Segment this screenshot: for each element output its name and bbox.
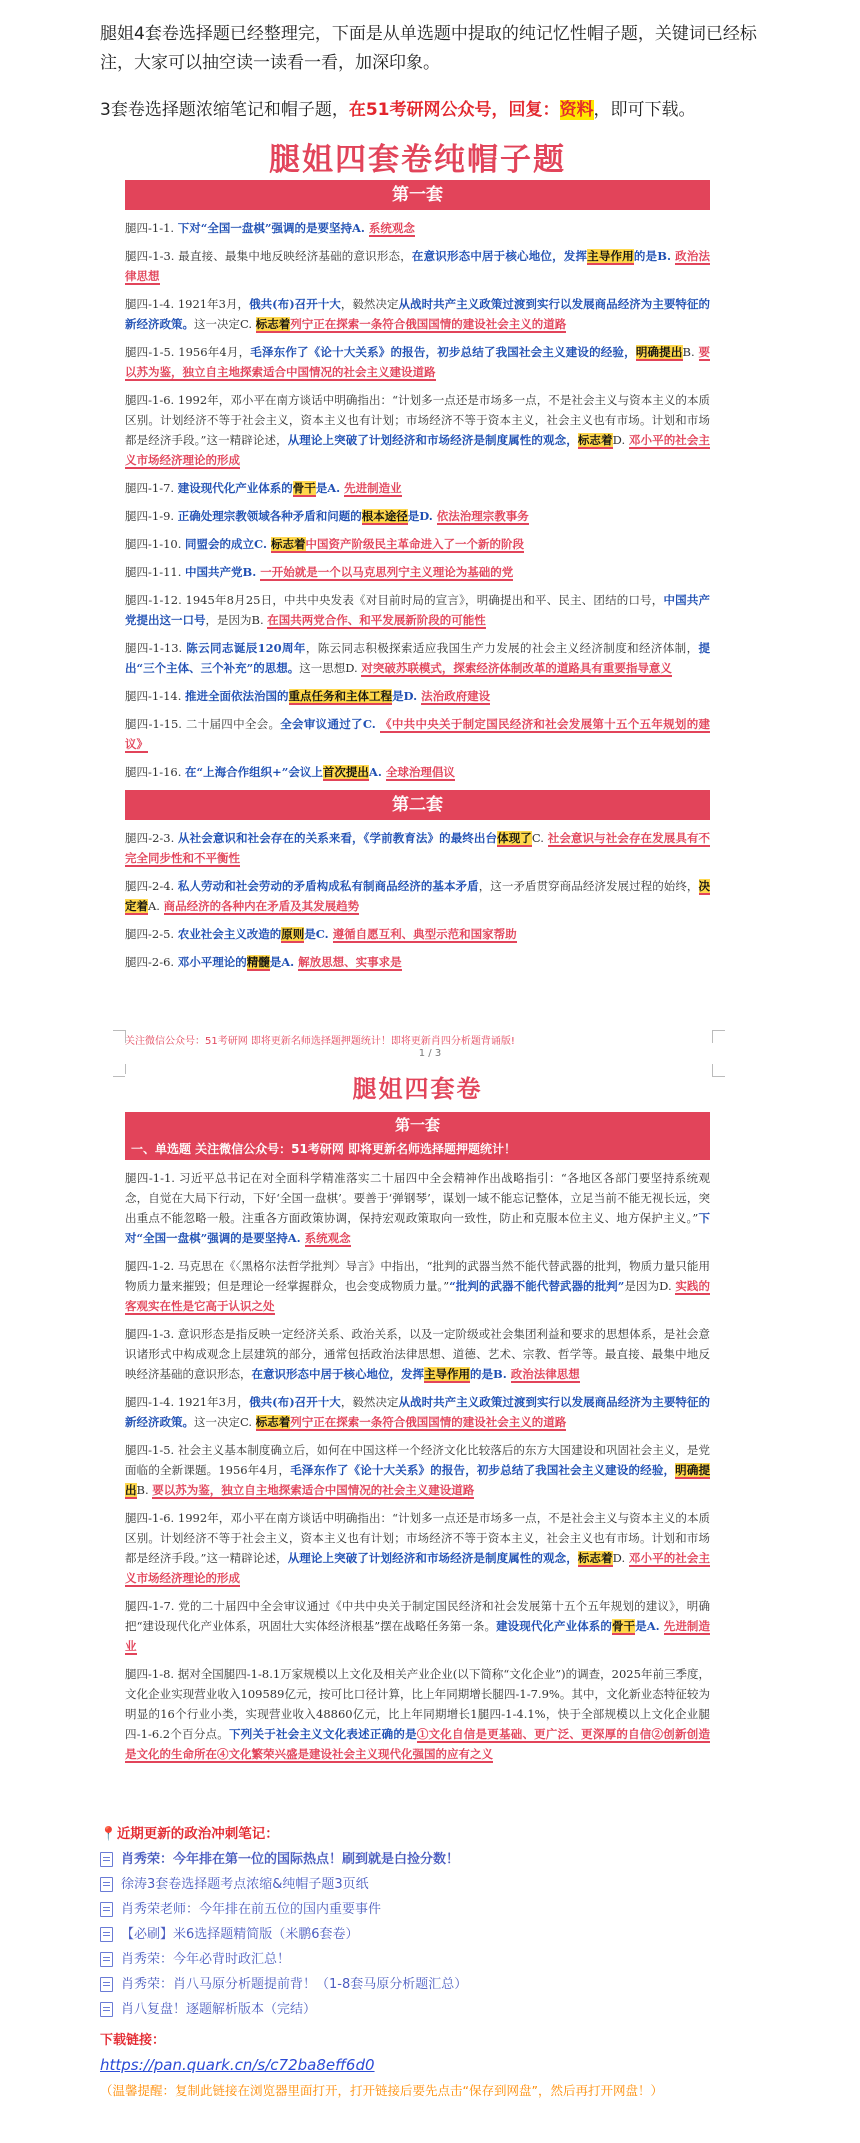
page2-item [125, 1596, 710, 1656]
keyword-blue: 从理论上突破了计划经济和市场经济是制度属性的观念， [287, 1551, 578, 1565]
question-text: 腿四-2-3. [125, 831, 179, 845]
keyword-blue: 推进全面依法治国的 [185, 689, 289, 703]
key-term-highlight: 决定着 [125, 879, 710, 913]
intro-text-a: 3套卷选择题浓缩笔记和帽子题， [100, 100, 349, 120]
keyword-blue: 是A. [269, 955, 299, 969]
page-footer: 关注微信公众号：51考研网 即将更新名师选择题押题统计！即将更新肖四分析题背诵版! [125, 1036, 515, 1047]
set1-item [125, 638, 710, 678]
set1-item [125, 562, 710, 582]
set2-item [125, 828, 710, 868]
answer-red: 邓小平的社会主义市场经济理论的形成 [125, 1551, 710, 1585]
page2-item [125, 1168, 710, 1248]
answer-red: 《中共中央关于制定国民经济和社会发展第十五个五年规划的建议》 [125, 717, 710, 751]
answer-red: 全球治理倡议 [385, 765, 455, 779]
page2-item [125, 1324, 710, 1384]
answer-red: ①文化自信是更基础、更广泛、更深厚的自信②创新创造是文化的生命所在④文化繁荣兴盛是建设社会主义现代化强国的应有之义 [125, 1727, 710, 1761]
answer-red: 系统观念 [368, 221, 415, 235]
question-text: 腿四-1-3. 意识形态是指反映一定经济关系、政治关系，以及一定阶级或社会集团利益和要求的思想体系，是社会意识诸形式中构成观念上层建筑的部分，通常包括政治法律思想、道德、艺术、宗教、哲学等。最直接、最集中地反映经济基础的意识形态， [125, 1327, 710, 1381]
answer-red: 中国资产阶级民主革命进入了一个新的阶段 [305, 537, 525, 551]
keyword-blue: 是D. [407, 509, 437, 523]
page2-item [125, 1508, 710, 1588]
question-text: 腿四-1-13. [125, 641, 187, 655]
keyword-blue: 中国共产党B. [185, 565, 261, 579]
keyword-blue: “批判的武器不能代替武器的批判” [449, 1279, 625, 1293]
keyword-blue: 下列关于社会主义文化表述正确的是 [229, 1727, 417, 1741]
answer-red: 先进制造业 [344, 481, 402, 495]
intro-reply: ，回复： [491, 100, 560, 120]
note-link[interactable] [100, 1947, 800, 1972]
section-band-set2: 第二套 [125, 790, 710, 820]
page2-item [125, 1392, 710, 1432]
page2-item [125, 1440, 710, 1500]
keyword-blue: 的是B. [470, 1367, 511, 1381]
key-term-highlight: 标志着 [255, 317, 291, 331]
document-icon [100, 1977, 113, 1992]
note-link-label: 徐涛3套卷选择题考点浓缩&纯帽子题3页纸 [121, 1877, 369, 1892]
note-link[interactable] [100, 1897, 800, 1922]
set1-item [125, 218, 710, 238]
intro-download-paragraph [100, 96, 780, 125]
document-icon [100, 1902, 113, 1917]
keyword-blue: 在意识形态中居于核心地位，发挥 [251, 1367, 424, 1381]
key-term-highlight: 首次提出 [322, 765, 369, 779]
key-term-highlight: 骨干 [292, 481, 316, 495]
keyword-blue: A. [368, 765, 386, 779]
answer-red: 法治政府建设 [421, 689, 491, 703]
keyword-blue: 俄共(布)召开十大 [249, 297, 341, 311]
set1-item [125, 478, 710, 498]
page-title: 腿姐四套卷纯帽子题 [269, 142, 566, 178]
key-term-highlight: 标志着 [577, 433, 613, 447]
intro-keyword: 资料 [559, 100, 594, 120]
question-list-set2 [125, 828, 710, 972]
answer-red: 列宁正在探索一条符合俄国国情的建设社会主义的道路 [290, 1415, 567, 1429]
set1-item [125, 534, 710, 554]
note-link[interactable] [100, 1872, 800, 1897]
keyword-blue: 是A. [315, 481, 345, 495]
question-text: ，这一矛盾贯穿商品经济发展过程的始终， [478, 879, 699, 893]
answer-red: 对突破苏联模式，探索经济体制改革的道路具有重要指导意义 [361, 661, 672, 675]
question-text: 腿四-1-3. 最直接、最集中地反映经济基础的意识形态， [125, 249, 412, 263]
set1-item [125, 342, 710, 382]
question-text: 腿四-1-1. 习近平总书记在对全面科学精准落实二十届四中全会精神作出战略指引：“各地区各部门要坚持系统观念，自觉在大局下行动，下好‘全国一盘棋’。要善于‘弹钢琴’，谋划一域不能忘记整体，立足当前不能无视长远，突出重点不能忽略一般。注重各方面政策协调，保持宏观政策取向一致性，防止和克服本位主义、地方保护主义。” [125, 1171, 710, 1225]
answer-red: 要以苏为鉴，独立自主地探索适合中国情况的社会主义建设道路 [152, 1483, 475, 1497]
download-tip: （温馨提醒：复制此链接在浏览器里面打开，打开链接后要先点击“保存到网盘”，然后再打开网盘！） [100, 2083, 663, 2098]
question-text: 腿四-1-8. 据对全国腿四-1-8.1万家规模以上文化及相关产业企业(以下简称“文化企业”)的调查，2025年前三季度，文化企业实现营业收入109589亿元，按可比口径计算，比上年同期增长腿四-1-7.9%。其中，文化新业态特征较为明显的16个行业小类，实现营业收入48860亿元，比上年同期增长1腿四-1-4.1%，快于全部规模以上文化企业腿四-1-6.2个百分点。 [125, 1667, 710, 1741]
intro-paragraph [100, 20, 780, 78]
question-text: D. [612, 433, 629, 447]
keyword-blue: 下对“全国一盘棋”强调的是要坚持A. [177, 221, 369, 235]
note-link-label: 肖秀荣：肖八马原分析题提前背！（1-8套马原分析题汇总） [121, 1977, 468, 1992]
keyword-blue: 俄共(布)召开十大 [249, 1395, 341, 1409]
answer-red: 政治法律思想 [510, 1367, 580, 1381]
answer-red: 先进制造业 [125, 1619, 710, 1653]
question-text: 腿四-1-6. 1992年，邓小平在南方谈话中明确指出：“计划多一点还是市场多一点，不是社会主义与资本主义的本质区别。计划经济不等于社会主义，资本主义也有计划；市场经济不等于资本主义，社会主义也有市场。计划和市场都是经济手段。”这一精辟论述， [125, 1511, 710, 1565]
question-text: 腿四-1-9. [125, 509, 178, 523]
keyword-blue: 从战时共产主义政策过渡到实行以发展商品经济为主要特征的新经济政策。 [125, 297, 710, 331]
keyword-blue: 从理论上突破了计划经济和市场经济是制度属性的观念， [287, 433, 578, 447]
note-link[interactable] [100, 1847, 800, 1872]
keyword-blue: 从战时共产主义政策过渡到实行以发展商品经济为主要特征的新经济政策。 [125, 1395, 710, 1429]
keyword-blue: 邓小平理论的 [177, 955, 247, 969]
question-list-page2 [125, 1168, 710, 1764]
crop-mark [712, 1064, 725, 1077]
note-link[interactable] [100, 1997, 800, 2022]
download-link[interactable]: https://pan.quark.cn/s/c72ba8eff6d0 [100, 2056, 375, 2074]
key-term-highlight: 骨干 [611, 1619, 636, 1633]
question-text: 腿四-1-1. [125, 221, 178, 235]
question-text: ，是因为B. [205, 613, 268, 627]
page2-item [125, 1664, 710, 1764]
keyword-blue: 下对“全国一盘棋”强调的是要坚持A. [125, 1211, 710, 1245]
section-band-set1: 第一套 [125, 180, 710, 210]
keyword-blue: 提出“三个主体、三个补充”的思想。 [125, 641, 710, 675]
question-list-set1 [125, 218, 710, 782]
question-text: 腿四-1-14. [125, 689, 186, 703]
document-icon [100, 1952, 113, 1967]
keyword-blue: 私人劳动和社会劳动的矛盾构成私有制商品经济的基本矛盾 [177, 879, 479, 893]
note-link-label: 肖秀荣老师：今年排在前五位的国内重要事件 [121, 1902, 382, 1917]
key-term-highlight: 根本途径 [361, 509, 408, 523]
question-text: D. [612, 1551, 629, 1565]
question-text: ，毅然决定 [340, 1395, 399, 1409]
page2-item [125, 1256, 710, 1316]
question-text: B. [136, 1483, 153, 1497]
answer-red: 一开始就是一个以马克思列宁主义理论为基础的党 [260, 565, 514, 579]
answer-red: 系统观念 [304, 1231, 351, 1245]
keyword-blue: 农业社会主义改造的 [177, 927, 282, 941]
document-icon [100, 1877, 113, 1892]
intro-text-e: ，即可下载。 [593, 100, 696, 120]
key-term-highlight: 体现了 [497, 831, 532, 845]
intro-text: 腿姐4套卷选择题已经整理完，下面是从单选题中提取的纯记忆性帽子题，关键词已经标注，大家可以抽空读一读看一看，加深印象。 [100, 24, 757, 73]
set1-item [125, 294, 710, 334]
key-term-highlight: 标志着 [577, 1551, 613, 1565]
question-text: 腿四-1-4. 1921年3月， [125, 297, 250, 311]
set1-item [125, 714, 710, 754]
key-term-highlight: 明确提出 [635, 345, 683, 359]
key-term-highlight: 精髓 [246, 955, 270, 969]
page-number: 1 / 3 [418, 1048, 442, 1059]
crop-mark [712, 1030, 725, 1043]
question-text: A. [148, 899, 164, 913]
note-link-label: 【必刷】米6选择题精简版（米鹏6套卷） [121, 1927, 359, 1942]
keyword-blue: 是D. [392, 689, 422, 703]
crop-mark [113, 1030, 126, 1043]
answer-red: 遵循自愿互利、典型示范和国家帮助 [332, 927, 517, 941]
note-link-label: 肖八复盘！逐题解析版本（完结） [121, 2002, 317, 2017]
set1-item [125, 246, 710, 286]
section-band-page2-set1: 第一套 [125, 1112, 710, 1138]
question-text: 腿四-1-7. 党的二十届四中全会审议通过《中共中央关于制定国民经济和社会发展第十五个五年规划的建议》，明确把“建设现代化产业体系，巩固壮大实体经济根基”摆在战略任务第一条。 [125, 1599, 710, 1633]
key-term-highlight: 标志着 [271, 537, 306, 551]
answer-red: 要以苏为鉴，独立自主地探索适合中国情况的社会主义建设道路 [125, 345, 710, 379]
document-page-2 [125, 1074, 710, 1804]
set1-item [125, 762, 710, 782]
keyword-blue: 全会审议通过了C. [280, 717, 381, 731]
document-icon [100, 1852, 113, 1867]
answer-red: 列宁正在探索一条符合俄国国情的建设社会主义的道路 [290, 317, 567, 331]
question-text: 是因为D. [624, 1279, 676, 1293]
question-text: 腿四-1-5. 1956年4月， [125, 345, 251, 359]
question-text: 腿四-1-7. [125, 481, 178, 495]
question-text: 腿四-1-10. [125, 537, 186, 551]
keyword-blue: 毛泽东作了《论十大关系》的报告，初步总结了我国社会主义建设的经验， [250, 345, 636, 359]
keyword-blue: 中国共产党提出这一口号 [125, 593, 711, 627]
key-term-highlight: 主导作用 [587, 249, 634, 263]
answer-red: 实践的客观实在性是它高于认识之处 [125, 1279, 710, 1313]
keyword-blue: 同盟会的成立C. [185, 537, 272, 551]
keyword-blue: 是A. [635, 1619, 664, 1633]
note-link-label: 肖秀荣：今年排在第一位的国际热点！刷到就是白捡分数！ [121, 1852, 460, 1867]
question-text: 这一思想D. [299, 661, 362, 675]
keyword-blue: 建设现代化产业体系的 [177, 481, 293, 495]
question-text: 腿四-1-5. 社会主义基本制度确立后，如何在中国这样一个经济文化比较落后的东方大国建设和巩固社会主义，是党面临的全新课题。1956年4月， [125, 1443, 710, 1477]
set1-item [125, 686, 710, 706]
note-link[interactable] [100, 1922, 800, 1947]
question-text: B. [682, 345, 699, 359]
keyword-blue: 是C. [304, 927, 333, 941]
keyword-blue: 从社会意识和社会存在的关系来看，《学前教育法》的最终出台 [178, 831, 498, 845]
keyword-blue: 毛泽东作了《论十大关系》的报告，初步总结了我国社会主义建设的经验， [290, 1463, 676, 1477]
question-text: 这一决定C. [194, 1415, 256, 1429]
question-text: 腿四-1-16. [125, 765, 186, 779]
keyword-blue: 在“上海合作组织+”会议上 [185, 765, 323, 779]
notes-heading [100, 1822, 800, 1847]
answer-red: 政治法律思想 [125, 249, 711, 283]
section-subhead: 一、单选题 关注微信公众号：51考研网 即将更新名师选择题押题统计！ [125, 1138, 710, 1160]
answer-red: 在国共两党合作、和平发展新阶段的可能性 [267, 613, 486, 627]
set2-item [125, 952, 710, 972]
keyword-blue: 在意识形态中居于核心地位，发挥 [411, 249, 588, 263]
question-text: ，毅然决定 [340, 297, 399, 311]
question-text: 腿四-1-15. 二十届四中全会。 [125, 717, 281, 731]
pin-icon: 📍 [100, 1826, 117, 1842]
answer-red: 社会意识与社会存在发展具有不完全同步性和不平衡性 [125, 831, 711, 865]
intro-block [100, 20, 780, 143]
question-text: 腿四-1-2. 马克思在《〈黑格尔法哲学批判〉导言》中指出，“批判的武器当然不能代替武器的批判，物质力量只能用物质力量来摧毁；但是理论一经掌握群众，也会变成物质力量。” [125, 1259, 710, 1293]
set1-item [125, 506, 710, 526]
question-text: 腿四-2-6. [125, 955, 178, 969]
question-text: C. [531, 831, 548, 845]
question-text: 腿四-2-4. [125, 879, 178, 893]
notes-section [100, 1822, 800, 2103]
question-text: 腿四-2-5. [125, 927, 178, 941]
question-text: 腿四-1-4. 1921年3月， [125, 1395, 250, 1409]
document-icon [100, 2002, 113, 2017]
keyword-blue: 正确处理宗教领域各种矛盾和问题的 [177, 509, 362, 523]
key-term-highlight: 原则 [281, 927, 305, 941]
question-text: 腿四-1-12. 1945年8月25日，中共中央发表《对目前时局的宣言》，明确提出和平、民主、团结的口号， [125, 593, 664, 607]
keyword-blue: 建设现代化产业体系的 [496, 1619, 612, 1633]
answer-red: 邓小平的社会主义市场经济理论的形成 [125, 433, 711, 467]
set1-item [125, 590, 710, 630]
document-icon [100, 1927, 113, 1942]
question-text: 腿四-1-6. 1992年，邓小平在南方谈话中明确指出：“计划多一点还是市场多一点，不是社会主义与资本主义的本质区别。计划经济不等于社会主义，资本主义也有计划；市场经济不等于资本主义，社会主义也有市场。计划和市场都是经济手段。”这一精辟论述， [125, 393, 710, 447]
notes-list [100, 1847, 800, 2022]
key-term-highlight: 主导作用 [424, 1367, 470, 1381]
key-term-highlight: 标志着 [255, 1415, 291, 1429]
download-heading: 下载链接： [100, 2033, 166, 2048]
answer-red: 解放思想、实事求是 [298, 955, 402, 969]
keyword-blue: 的是B. [633, 249, 676, 263]
answer-red: 商品经济的各种内在矛盾及其发展趋势 [163, 899, 360, 913]
notes-heading-text: 近期更新的政治冲刺笔记： [116, 1826, 279, 1842]
answer-red: 依法治理宗教事务 [436, 509, 529, 523]
key-term-highlight: 重点任务和主体工程 [288, 689, 393, 703]
keyword-blue: 陈云同志诞辰120周年 [186, 641, 306, 655]
note-link-label: 肖秀荣：今年必背时政汇总！ [121, 1952, 291, 1967]
question-text: 这一决定C. [194, 317, 256, 331]
question-text: ，陈云同志积极探索适应我国生产力发展的社会主义经济制度和经济体制， [305, 641, 699, 655]
set1-item [125, 390, 710, 470]
intro-wechat: 在51考研网公众号 [348, 100, 492, 120]
question-text: 腿四-1-11. [125, 565, 186, 579]
page2-title-partial: 腿姐四套卷 [352, 1075, 483, 1100]
note-link[interactable] [100, 1972, 800, 1997]
key-term-highlight: 明确提出 [125, 1463, 710, 1497]
set2-item [125, 876, 710, 916]
document-page-1 [125, 142, 711, 980]
set2-item [125, 924, 710, 944]
